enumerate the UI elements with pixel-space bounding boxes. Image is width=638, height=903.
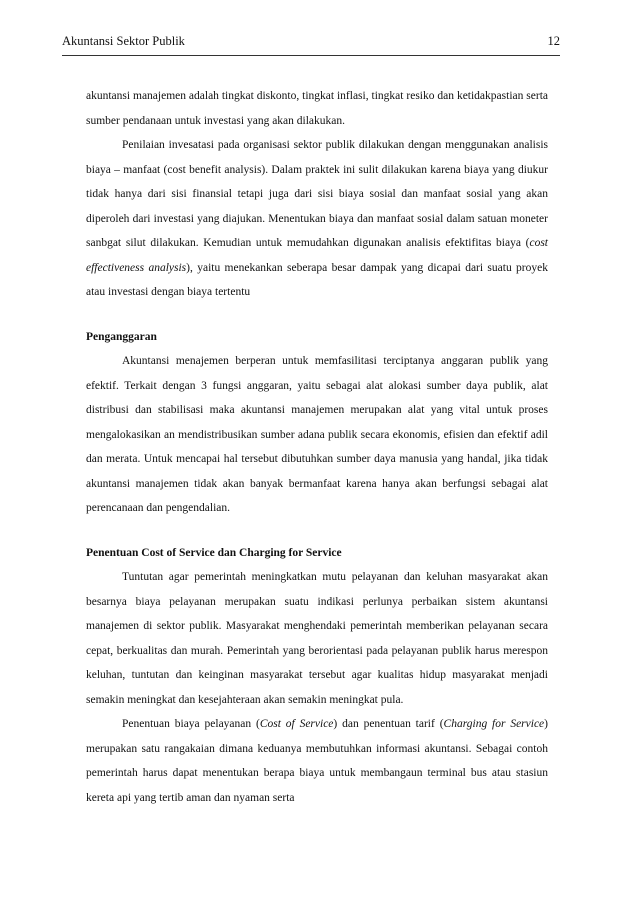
paragraph-service-demands: Tuntutan agar pemerintah meningkatkan mutu pelayanan dan keluhan masyarakat akan besarnya biaya pelayanan merupakan suatu indikasi perlunya perbaikan sistem akuntansi manajemen di sektor publik. Masyarakat menghendaki pemerintah memberikan pelayanan secara cepat, berkualitas dan murah. Pemerintah yang berorientasi pada pelayanan publik harus merespon keluhan, tuntutan dan keinginan masyarakat tersebut agar kualitas hidup masyarakat menjadi semakin meningkat dan kesejahteraan akan semakin meningkat pula. bbox=[86, 571, 548, 706]
italic-term: Charging for Service bbox=[443, 718, 545, 730]
page-header bbox=[62, 34, 560, 52]
paragraph-budgeting: Akuntansi menajemen berperan untuk memfasilitasi terciptanya anggaran publik yang efektif. Terkait dengan 3 fungsi anggaran, yaitu sebagai alat alokasi sumber daya publik, alat distribusi dan stabilisasi maka akuntansi manajemen merupakan alat yang vital untuk proses mengalokasikan an mendistribusikan sumber adana publik secara ekonomis, efisien dan efektif adil dan merata. Untuk mencapai hal tersebut dibutuhkan sumber daya manusia yang handal, jika tidak akuntansi manajemen tidak akan banyak bermanfaat karena hanya akan berfungsi sebagai alat perencanaan dan pengendalian. bbox=[86, 355, 548, 514]
paragraph-investment-appraisal bbox=[86, 133, 548, 305]
paragraph-text: ) dan penentuan tarif ( bbox=[333, 718, 444, 730]
section-heading-cost-of-service: Penentuan Cost of Service dan Charging for Service bbox=[86, 546, 342, 559]
italic-term: Cost of Service bbox=[259, 718, 334, 730]
section-spacer bbox=[86, 305, 548, 325]
section-heading-budgeting: Penganggaran bbox=[86, 330, 157, 343]
paragraph-text: ), yaitu menekankan seberapa besar dampak yang dicapai dari suatu proyek atau investasi dengan biaya tertentu bbox=[86, 261, 548, 298]
page-body bbox=[86, 84, 548, 810]
paragraph-service-costing bbox=[86, 712, 548, 810]
header-divider bbox=[62, 55, 560, 56]
paragraph-text: Penilaian invesatasi pada organisasi sektor publik dilakukan dengan menggunakan analisis biaya – manfaat (cost benefit analysis). Dalam praktek ini sulit dilakukan karena biaya yang diukur tidak hanya dari sisi finansial tetapi juga dari sisi biaya sosial dan manfaat sosial yang akan diperoleh dari investasi yang diajukan. Menentukan biaya dan manfaat sosial dalam satuan moneter sanbgat silut dilakukan. Kemudian untuk memudahkan digunakan analisis efektifitas biaya ( bbox=[86, 139, 548, 249]
paragraph-text: Penentuan biaya pelayanan ( bbox=[122, 718, 260, 730]
section-spacer bbox=[86, 521, 548, 541]
paragraph-text: ) merupakan satu rangakaian dimana keduanya membutuhkan informasi akuntansi. Sebagai contoh pemerintah harus dapat menentukan berapa biaya untuk membangaun terminal bus atau stasiun kereta api yang tertib aman dan nyaman serta bbox=[86, 718, 549, 804]
page-number: 12 bbox=[547, 34, 560, 48]
document-title: Akuntansi Sektor Publik bbox=[62, 34, 185, 48]
italic-term: cost effectiveness analysis bbox=[86, 237, 548, 274]
paragraph-continuation: akuntansi manajemen adalah tingkat diskonto, tingkat inflasi, tingkat resiko dan ketidakpastian serta sumber pendanaan untuk investasi yang akan dilakukan. bbox=[86, 90, 548, 127]
